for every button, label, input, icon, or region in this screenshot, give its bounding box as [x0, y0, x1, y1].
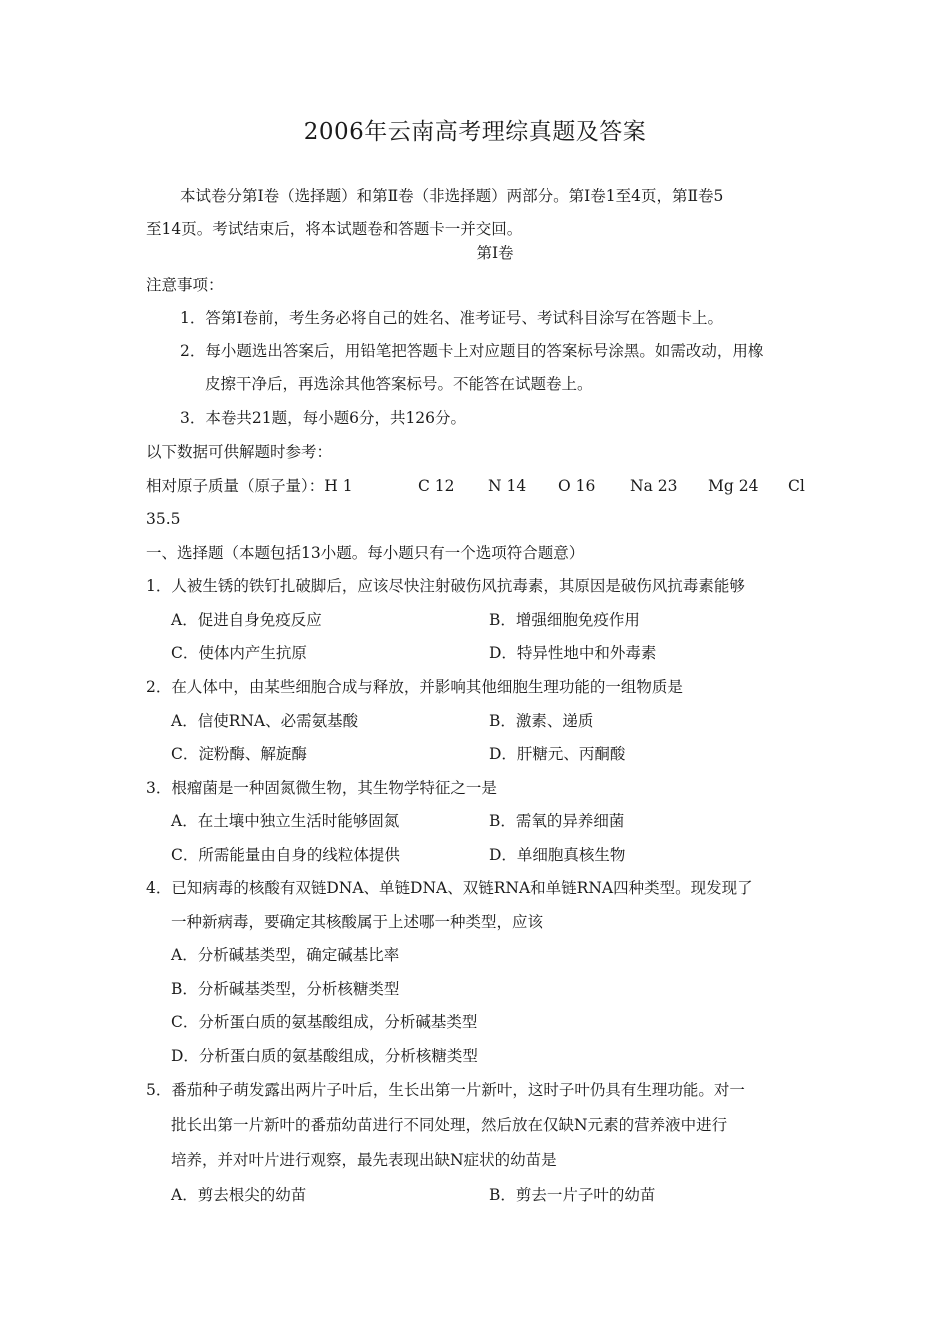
- q4-option-c: C．分析蛋白质的氨基酸组成，分析碱基类型: [171, 1013, 478, 1031]
- atomic-mass-cl-value: 35.5: [146, 510, 181, 528]
- q5-stem-line-2: 批长出第一片新叶的番茄幼苗进行不同处理，然后放在仅缺N元素的营养液中进行: [171, 1116, 728, 1134]
- atomic-mass-n: N 14: [488, 477, 527, 495]
- reference-intro: 以下数据可供解题时参考：: [146, 443, 333, 461]
- notes-heading: 注意事项：: [146, 276, 224, 294]
- atomic-mass-c: C 12: [418, 477, 455, 495]
- atomic-mass-o: O 16: [558, 477, 596, 495]
- q1-stem: 1．人被生锈的铁钉扎破脚后，应该尽快注射破伤风抗毒素，其原因是破伤风抗毒素能够: [146, 577, 745, 595]
- atomic-mass-label: 相对原子质量（原子量）：H 1: [146, 477, 353, 495]
- q4-stem-line-1: 4．已知病毒的核酸有双链DNA、单链DNA、双链RNA和单链RNA四种类型。现发现了: [146, 879, 753, 897]
- q3-option-d: D．单细胞真核生物: [489, 846, 626, 864]
- q2-option-c: C．淀粉酶、解旋酶: [171, 745, 307, 763]
- q4-stem-line-2: 一种新病毒，要确定其核酸属于上述哪一种类型，应该: [171, 913, 544, 931]
- page-title: 2006年云南高考理综真题及答案: [303, 119, 647, 145]
- intro-line-2: 至14页。考试结束后，将本试题卷和答题卡一并交回。: [146, 220, 523, 238]
- intro-line-1: 本试卷分第Ⅰ卷（选择题）和第Ⅱ卷（非选择题）两部分。第Ⅰ卷1至4页，第Ⅱ卷5: [180, 187, 724, 205]
- q2-option-d: D．肝糖元、丙酮酸: [489, 745, 626, 763]
- q3-stem: 3．根瘤菌是一种固氮微生物，其生物学特征之一是: [146, 779, 497, 797]
- q4-option-b: B．分析碱基类型，分析核糖类型: [171, 980, 400, 998]
- q2-option-a: A．信使RNA、必需氨基酸: [171, 712, 359, 730]
- q3-option-a: A．在土壤中独立生活时能够固氮: [171, 812, 400, 830]
- q3-option-b: B．需氧的异养细菌: [489, 812, 625, 830]
- part1-heading: 一、选择题（本题包括13小题。每小题只有一个选项符合题意）: [146, 544, 585, 562]
- section-heading: 第Ⅰ卷: [476, 244, 514, 262]
- q1-option-a: A．促进自身免疫反应: [171, 611, 322, 629]
- notes-item-1: 1．答第Ⅰ卷前，考生务必将自己的姓名、准考证号、考试科目涂写在答题卡上。: [180, 309, 723, 327]
- q3-option-c: C．所需能量由自身的线粒体提供: [171, 846, 400, 864]
- q5-option-a: A．剪去根尖的幼苗: [171, 1186, 307, 1204]
- atomic-mass-mg: Mg 24: [708, 477, 759, 495]
- atomic-mass-na: Na 23: [630, 477, 678, 495]
- notes-item-3: 3．本卷共21题，每小题6分，共126分。: [180, 409, 467, 427]
- q1-option-d: D．特异性地中和外毒素: [489, 644, 657, 662]
- q5-stem-line-1: 5．番茄种子萌发露出两片子叶后，生长出第一片新叶，这时子叶仍具有生理功能。对一: [146, 1081, 745, 1099]
- q1-option-c: C．使体内产生抗原: [171, 644, 307, 662]
- atomic-mass-cl: Cl: [788, 477, 805, 495]
- notes-item-2-line-1: 2．每小题选出答案后，用铅笔把答题卡上对应题目的答案标号涂黑。如需改动，用橡: [180, 342, 764, 360]
- q2-stem: 2．在人体中，由某些细胞合成与释放，并影响其他细胞生理功能的一组物质是: [146, 678, 683, 696]
- q4-option-a: A．分析碱基类型，确定碱基比率: [171, 946, 400, 964]
- q4-option-d: D．分析蛋白质的氨基酸组成，分析核糖类型: [171, 1047, 478, 1065]
- q5-stem-line-3: 培养，并对叶片进行观察，最先表现出缺N症状的幼苗是: [171, 1151, 557, 1169]
- q5-option-b: B．剪去一片子叶的幼苗: [489, 1186, 656, 1204]
- q1-option-b: B．增强细胞免疫作用: [489, 611, 640, 629]
- notes-item-2-line-2: 皮擦干净后，再选涂其他答案标号。不能答在试题卷上。: [205, 375, 593, 393]
- q2-option-b: B．激素、递质: [489, 712, 594, 730]
